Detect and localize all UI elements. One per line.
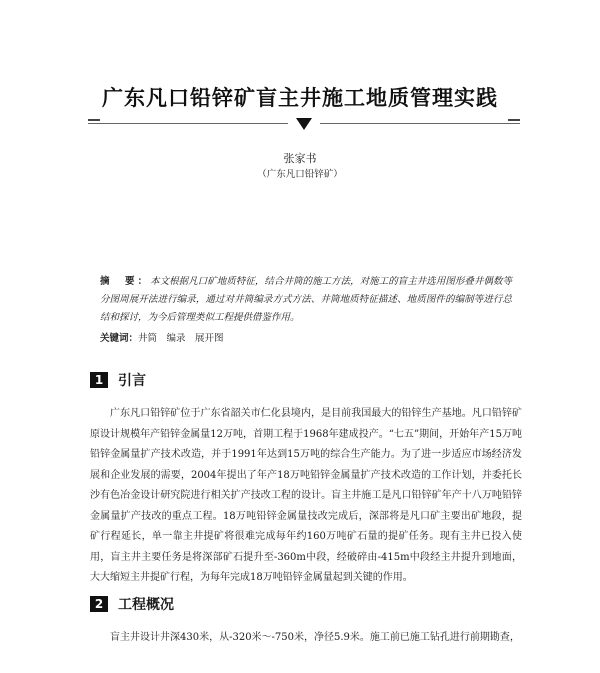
abstract [100,273,512,327]
keywords [100,330,224,344]
paper-title: 广东凡口铅锌矿盲主井施工地质管理实践 [102,86,498,110]
keywords-text: 井筒 编录 展开图 [138,333,224,344]
section-title: 工程概况 [118,597,174,613]
header-mark-left [88,119,100,121]
abstract-label: 摘 要： [100,276,151,287]
title-rule-left [88,123,288,124]
author-affiliation: （广东凡口铅锌矿） [257,169,343,180]
title-rule-right [320,123,520,124]
section-number-badge: 1 [90,372,108,388]
author-name: 张家书 [283,152,317,165]
abstract-text: 本文根据凡口矿地质特征，结合井筒的施工方法，对施工的盲主井选用图形叠井偶数等分图周展开法进行编录，通过对井筒编录方式方法、井筒地质特征描述、地质图件的编制等进行总结和探讨，为今后管理类似工程提供借鉴作用。 [100,276,512,323]
keywords-label: 关键词： [100,333,139,344]
section-title: 引言 [118,373,146,389]
section-heading-2 [90,594,174,614]
section-2-paragraph: 盲主井设计井深430米，从-320米～-750米，净径5.9米。施工前已施工钻孔进行前期勘查， [110,632,520,643]
section-1-paragraph: 广东凡口铅锌矿位于广东省韶关市仁化县境内，是目前我国最大的铅锌生产基地。凡口铅锌矿原设计规模年产铅锌金属量12万吨，首期工程于1968年建成投产。“七五”期间，开始年产15万吨铅锌金属量扩产技术改造，并于1991年达到15万吨的综合生产能力。为了进一步适应市场经济发展和企业发展的需要，2004年提出了年产18万吨铅锌金属量扩产技术改造的工作计划，并委托长沙有色冶金设计研究院进行相关扩产技改工程的设计。盲主井施工是凡口铅锌矿年产十八万吨铅锌金属量扩产技改的重点工程。18万吨铅锌金属量技改完成后，深部将是凡口矿主要出矿地段，提矿行程延长，单一靠主井提矿将很难完成每年约160万吨矿石量的提矿任务。现有主井已投入使用，盲主井主要任务是将深部矿石提升至-360m中段，经破碎由-415m中段经主井提升到地面，大大缩短主井提矿行程，为每年完成18万吨铅锌金属量起到关键的作用。 [90,408,522,583]
section-number-badge: 2 [90,596,108,612]
down-triangle-icon [296,118,312,130]
header-mark-right [508,119,520,121]
section-heading-1 [90,370,146,390]
